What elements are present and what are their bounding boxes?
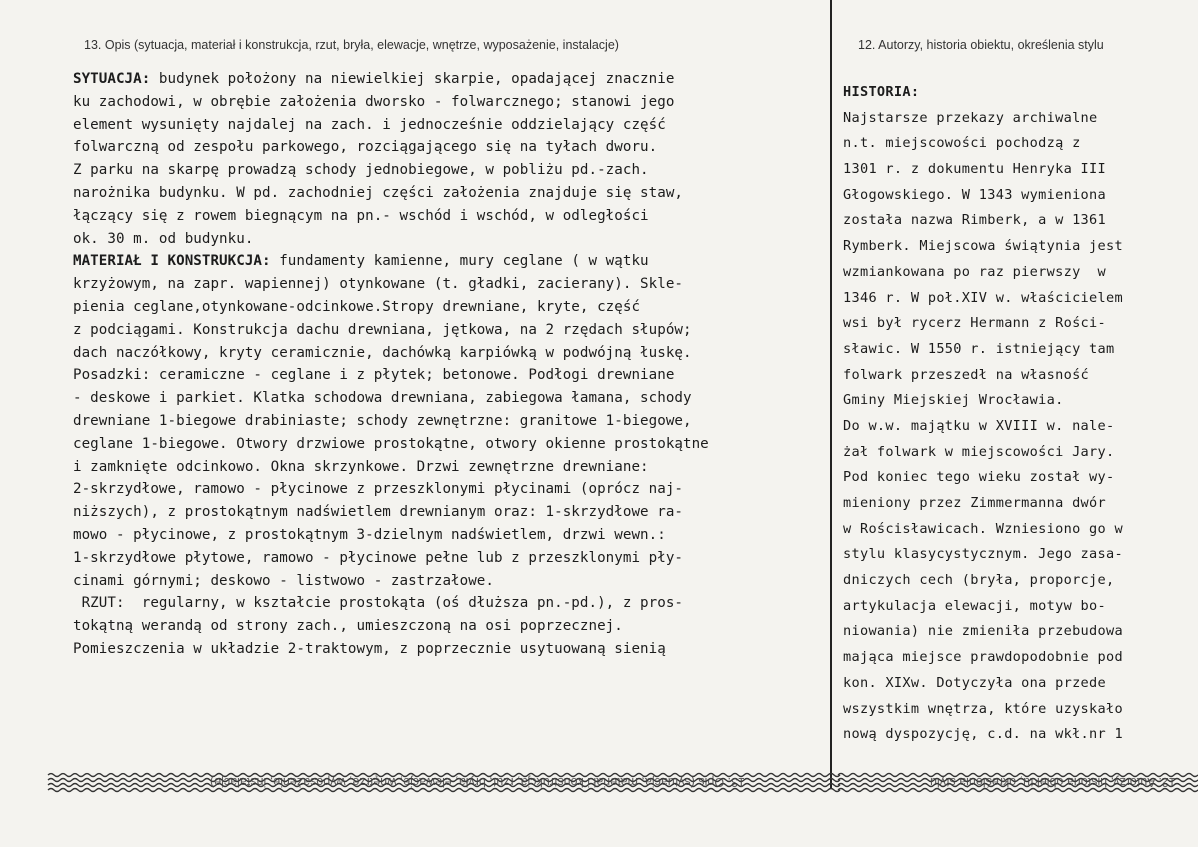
description-line bbox=[73, 478, 709, 501]
line-text: mowo - płycinowe, z prostokątnym 3-dzielnym nadświetlem, drzwi wewn.: bbox=[73, 526, 666, 543]
history-line bbox=[843, 286, 1123, 312]
line-text: z podciągami. Konstrukcja dachu drewniana, jętkowa, na 2 rzędach słupów; bbox=[73, 321, 692, 338]
line-text: sławic. W 1550 r. istniejący tam bbox=[843, 340, 1115, 357]
section-12-header: 12. Autorzy, historia obiektu, określenia stylu bbox=[858, 38, 1104, 52]
description-line bbox=[73, 433, 709, 456]
description-line bbox=[73, 570, 709, 593]
description-line bbox=[73, 547, 709, 570]
line-text: Rymberk. Miejscowa świątynia jest bbox=[843, 238, 1123, 255]
line-text: mająca miejsce prawdopodobnie pod bbox=[843, 649, 1123, 666]
history-line bbox=[843, 106, 1123, 132]
line-text: kon. XIXw. Dotyczyła ona przede bbox=[843, 674, 1107, 691]
line-text: ok. 30 m. od budynku. bbox=[73, 230, 254, 247]
column-divider bbox=[830, 0, 832, 788]
description-line bbox=[73, 91, 709, 114]
description-line bbox=[73, 250, 709, 273]
history-line bbox=[843, 234, 1123, 260]
history-line bbox=[843, 697, 1123, 723]
history-line bbox=[843, 311, 1123, 337]
section-13-header: 13. Opis (sytuacja, materiał i konstrukcja, rzut, bryła, elewacje, wnętrze, wyposażenie, instalacje) bbox=[84, 38, 619, 52]
line-text: Pomieszczenia w układzie 2-traktowym, z poprzecznie usytuowaną sienią bbox=[73, 640, 666, 657]
description-line bbox=[73, 273, 709, 296]
line-text: 1301 r. z dokumentu Henryka III bbox=[843, 161, 1107, 178]
line-text: mieniony przez Zimmermanna dwór bbox=[843, 495, 1107, 511]
description-line bbox=[73, 228, 709, 251]
description-line bbox=[73, 592, 709, 615]
description-line bbox=[73, 159, 709, 182]
description-line bbox=[73, 342, 709, 365]
line-text: 1-skrzydłowe płytowe, ramowo - płycinowe pełne lub z przeszklonymi pły- bbox=[73, 549, 684, 566]
history-line bbox=[843, 183, 1123, 209]
line-text: - deskowe i parkiet. Klatka schodowa drewniana, zabiegowa łamana, schody bbox=[73, 390, 692, 407]
history-line bbox=[843, 414, 1123, 440]
description-line bbox=[73, 638, 709, 661]
line-text: ceglane 1-biegowe. Otwory drzwiowe prostokątne, otwory okienne prostokątne bbox=[73, 435, 709, 452]
line-text: n.t. miejscowości pochodzą z bbox=[843, 135, 1081, 152]
line-text: Głogowskiego. W 1343 wymieniona bbox=[843, 186, 1107, 203]
history-line bbox=[843, 568, 1123, 594]
description-line bbox=[73, 205, 709, 228]
description-line bbox=[73, 136, 709, 159]
description-line bbox=[73, 296, 709, 319]
line-text: drewniane 1-biegowe drabiniaste; schody zewnętrzne: granitowe 1-biegowe, bbox=[73, 412, 692, 429]
line-text: 1346 r. W poł.XIV w. właścicielem bbox=[843, 289, 1123, 306]
history-line bbox=[843, 337, 1123, 363]
line-text: Gminy Miejskiej Wrocławia. bbox=[843, 392, 1064, 409]
history-line bbox=[843, 594, 1123, 620]
history-line bbox=[843, 619, 1123, 645]
history-line bbox=[843, 542, 1123, 568]
line-text: Pod koniec tego wieku został wy- bbox=[843, 469, 1115, 486]
line-text: 2-skrzydłowe, ramowo - płycinowe z przeszklonymi płycinami (oprócz naj- bbox=[73, 481, 684, 498]
mirrored-section-12-header: 12. Autorzy, historia obiektu, określenia stylu bbox=[930, 775, 1176, 789]
description-line bbox=[73, 524, 709, 547]
line-text: żał folwark w miejscowości Jary. bbox=[843, 443, 1115, 460]
history-line bbox=[843, 517, 1123, 543]
line-text: Do w.w. majątku w XVIII w. nale- bbox=[843, 417, 1115, 434]
description-line bbox=[73, 456, 709, 479]
history-line bbox=[843, 260, 1123, 286]
history-line bbox=[843, 491, 1123, 517]
line-text: wsi był rycerz Hermann z Rości- bbox=[843, 315, 1107, 332]
description-column bbox=[73, 68, 709, 661]
description-line bbox=[73, 114, 709, 137]
history-line bbox=[843, 440, 1123, 466]
line-text: folwarczną od zespołu parkowego, rozciągającego się na tyłach dworu. bbox=[73, 139, 658, 156]
history-line bbox=[843, 645, 1123, 671]
line-text: ku zachodowi, w obrębie założenia dworsko - folwarcznego; stanowi jego bbox=[73, 93, 675, 110]
description-line bbox=[73, 182, 709, 205]
section-label: SYTUACJA: bbox=[73, 71, 151, 87]
description-line bbox=[73, 615, 709, 638]
line-text: dniczych cech (bryła, proporcje, bbox=[843, 572, 1115, 589]
history-line bbox=[843, 131, 1123, 157]
line-text: dach naczółkowy, kryty ceramicznie, dachówką karpiówką w podwójną łuskę. bbox=[73, 344, 692, 361]
history-line bbox=[843, 208, 1123, 234]
history-line bbox=[843, 671, 1123, 697]
line-text: i zamknięte odcinkowo. Okna skrzynkowe. Drzwi zewnętrzne drewniane: bbox=[73, 458, 649, 475]
line-text: krzyżowym, na zapr. wapiennej) otynkowane (t. gładki, zacierany). Skle- bbox=[73, 276, 684, 293]
line-text: Z parku na skarpę prowadzą schody jednobiegowe, w pobliżu pd.-zach. bbox=[73, 162, 649, 179]
mirrored-section-13-header: 13. Opis (sytuacja, materiał i konstrukcja, rzut, bryła, elewacje, wnętrze, wyposażenie, instalacje) bbox=[210, 775, 745, 789]
line-text: element wysunięty najdalej na zach. i jednocześnie oddzielający część bbox=[73, 116, 666, 133]
description-line bbox=[73, 364, 709, 387]
history-line bbox=[843, 388, 1123, 414]
line-text: Posadzki: ceramiczne - ceglane i z płytek; betonowe. Podłogi drewniane bbox=[73, 367, 675, 384]
line-text: RZUT: regularny, w kształcie prostokąta (oś dłuższa pn.-pd.), z pros- bbox=[73, 595, 684, 612]
history-line bbox=[843, 80, 1123, 106]
description-line bbox=[73, 319, 709, 342]
line-text: cinami górnymi; deskowo - listwowo - zastrzałowe. bbox=[73, 572, 494, 589]
description-line bbox=[73, 387, 709, 410]
line-text: została nazwa Rimberk, a w 1361 bbox=[843, 212, 1107, 229]
line-text: wszystkim wnętrza, które uzyskało bbox=[843, 700, 1123, 717]
line-text: fundamenty kamienne, mury ceglane ( w wątku bbox=[270, 253, 649, 270]
line-text: łączący się z rowem biegnącym na pn.- wschód i wschód, w odległości bbox=[73, 207, 649, 224]
line-text: tokątną werandą od strony zach., umieszczoną na osi poprzecznej. bbox=[73, 618, 623, 635]
section-label: HISTORIA: bbox=[843, 84, 920, 100]
line-text: folwark przeszedł na własność bbox=[843, 366, 1090, 383]
description-line bbox=[73, 68, 709, 91]
history-line bbox=[843, 157, 1123, 183]
description-line bbox=[73, 410, 709, 433]
section-label: MATERIAŁ I KONSTRUKCJA: bbox=[73, 253, 271, 270]
line-text: pienia ceglane,otynkowane-odcinkowe.Stropy drewniane, kryte, część bbox=[73, 298, 641, 315]
line-text: budynek położony na niewielkiej skarpie, opadającej znacznie bbox=[150, 71, 675, 87]
line-text: wzmiankowana po raz pierwszy w bbox=[843, 263, 1107, 280]
line-text: narożnika budynku. W pd. zachodniej części założenia znajduje się staw, bbox=[73, 184, 684, 201]
line-text: artykulacja elewacji, motyw bo- bbox=[843, 597, 1107, 614]
history-line bbox=[843, 722, 1123, 748]
history-line bbox=[843, 363, 1123, 389]
line-text: niższych), z prostokątnym nadświetlem drewnianym oraz: 1-skrzydłowe ra- bbox=[73, 504, 684, 521]
line-text: Najstarsze przekazy archiwalne bbox=[843, 109, 1098, 126]
line-text: nową dyspozycję, c.d. na wkł.nr 1 bbox=[843, 726, 1123, 743]
line-text: niowania) nie zmieniła przebudowa bbox=[843, 623, 1123, 640]
history-column bbox=[843, 80, 1123, 748]
history-line bbox=[843, 465, 1123, 491]
description-line bbox=[73, 501, 709, 524]
line-text: w Rościsławicach. Wzniesiono go w bbox=[843, 520, 1123, 537]
line-text: stylu klasycystycznym. Jego zasa- bbox=[843, 546, 1123, 563]
